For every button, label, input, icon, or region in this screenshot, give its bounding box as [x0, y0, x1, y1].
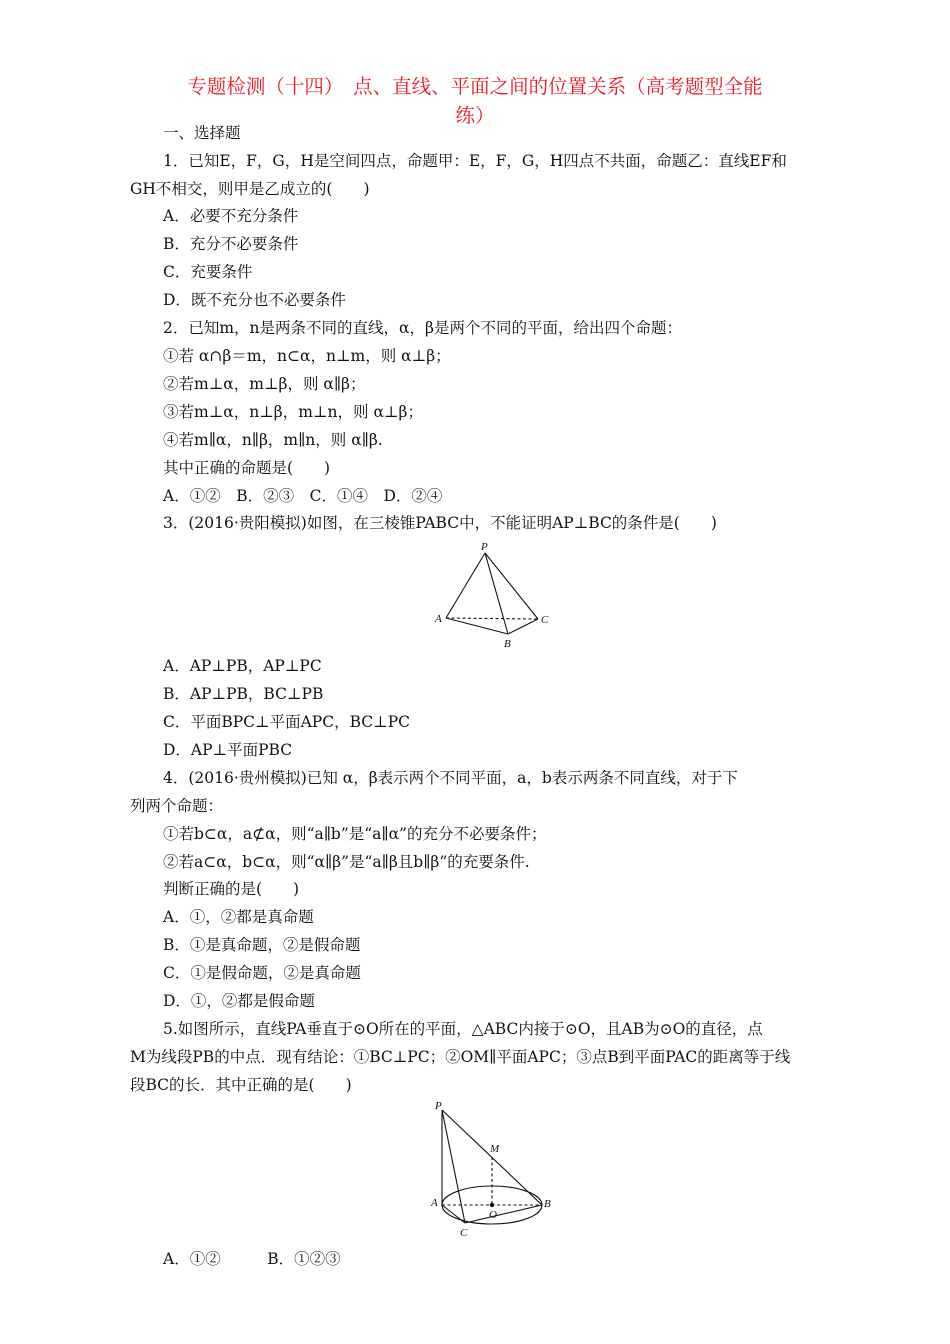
q1-option-c: C．充要条件 — [163, 263, 253, 281]
q3-tetrahedron-figure — [420, 538, 560, 656]
edge-pb — [485, 553, 508, 634]
q4-prop-1: ①若b⊂α，a⊄α，则“a∥b”是“a∥α”的充分不必要条件； — [163, 825, 547, 843]
document-title — [130, 72, 820, 130]
center-point-o — [490, 1203, 494, 1207]
edge-pa — [446, 553, 485, 618]
q4-ask: 判断正确的是( ) — [163, 880, 300, 898]
edge-ab — [446, 618, 508, 634]
q5-cone-figure — [425, 1095, 565, 1245]
q4-prop-2: ②若a⊂α，b⊂α，则“α∥β”是“a∥β且b∥β”的充要条件. — [163, 853, 530, 871]
q1-stem-line-1: 1．已知E，F，G，H是空间四点，命题甲：E，F，G，H四点不共面，命题乙：直线EF和 — [163, 152, 787, 170]
q3-stem-line-1: 3．(2016·贵阳模拟)如图，在三棱锥PABC中，不能证明AP⊥BC的条件是( ) — [163, 514, 717, 532]
label-o: O — [489, 1209, 497, 1221]
q5-stem-line-2: M为线段PB的中点．现有结论：①BC⊥PC；②OM∥平面APC；③点B到平面PAC的距离等于线 — [130, 1048, 791, 1066]
q2-options: A．①② B．②③ C．①④ D．②④ — [163, 487, 443, 505]
edge-pc — [442, 1110, 465, 1223]
label-c: C — [460, 1227, 468, 1239]
edge-pc — [485, 553, 538, 619]
edge-cb — [465, 1205, 542, 1223]
q2-prop-4: ④若m∥α，n∥β，m∥n，则 α∥β. — [163, 431, 383, 449]
label-b: B — [504, 638, 511, 650]
label-a: A — [431, 1197, 438, 1209]
label-b: B — [544, 1198, 551, 1210]
q4-option-d: D．①，②都是假命题 — [163, 992, 315, 1010]
q4-stem-line-1: 4．(2016·贵州模拟)已知 α，β表示两个不同平面，a，b表示两条不同直线，对于下 — [163, 769, 738, 787]
q2-stem-line-1: 2．已知m，n是两条不同的直线，α，β是两个不同的平面，给出四个命题： — [163, 319, 682, 337]
q1-option-a: A．必要不充分条件 — [163, 207, 299, 225]
q4-stem-line-2: 列两个命题： — [130, 797, 224, 815]
q3-option-c: C．平面BPC⊥平面APC，BC⊥PC — [163, 713, 411, 731]
section-heading: 一、选择题 — [163, 124, 241, 142]
q4-option-c: C．①是假命题，②是真命题 — [163, 964, 361, 982]
q5-options: A．①② B．①②③ — [163, 1250, 341, 1268]
q2-prop-1: ①若 α∩β＝m，n⊂α，n⊥m，则 α⊥β； — [163, 347, 451, 365]
q2-prop-2: ②若m⊥α，m⊥β，则 α∥β； — [163, 375, 366, 393]
label-m: M — [490, 1143, 500, 1155]
q4-option-a: A．①，②都是真命题 — [163, 908, 314, 926]
edge-bc — [508, 619, 538, 634]
q2-ask: 其中正确的命题是( ) — [163, 459, 331, 477]
q5-stem-line-3: 段BC的长．其中正确的是( ) — [130, 1076, 352, 1094]
label-p: P — [435, 1100, 442, 1112]
q3-option-a: A．AP⊥PB，AP⊥PC — [163, 657, 322, 675]
label-c: C — [541, 614, 549, 626]
q3-option-b: B．AP⊥PB，BC⊥PB — [163, 685, 324, 703]
q4-option-b: B．①是真命题，②是假命题 — [163, 936, 361, 954]
label-a: A — [435, 613, 442, 625]
q2-prop-3: ③若m⊥α，n⊥β，m⊥n，则 α⊥β； — [163, 403, 423, 421]
title-line-1: 专题检测（十四） 点、直线、平面之间的位置关系（高考题型全能 — [187, 75, 763, 98]
q3-option-d: D．AP⊥平面PBC — [163, 741, 293, 759]
edge-ac-hidden — [446, 618, 538, 619]
q1-stem-line-2: GH不相交，则甲是乙成立的( ) — [130, 180, 370, 198]
title-line-2: 练） — [455, 104, 495, 127]
q1-option-b: B．充分不必要条件 — [163, 235, 299, 253]
q1-option-d: D．既不充分也不必要条件 — [163, 291, 346, 309]
label-p: P — [481, 541, 488, 553]
q5-stem-line-1: 5.如图所示，直线PA垂直于⊙O所在的平面，△ABC内接于⊙O，且AB为⊙O的直径，点 — [163, 1020, 763, 1038]
